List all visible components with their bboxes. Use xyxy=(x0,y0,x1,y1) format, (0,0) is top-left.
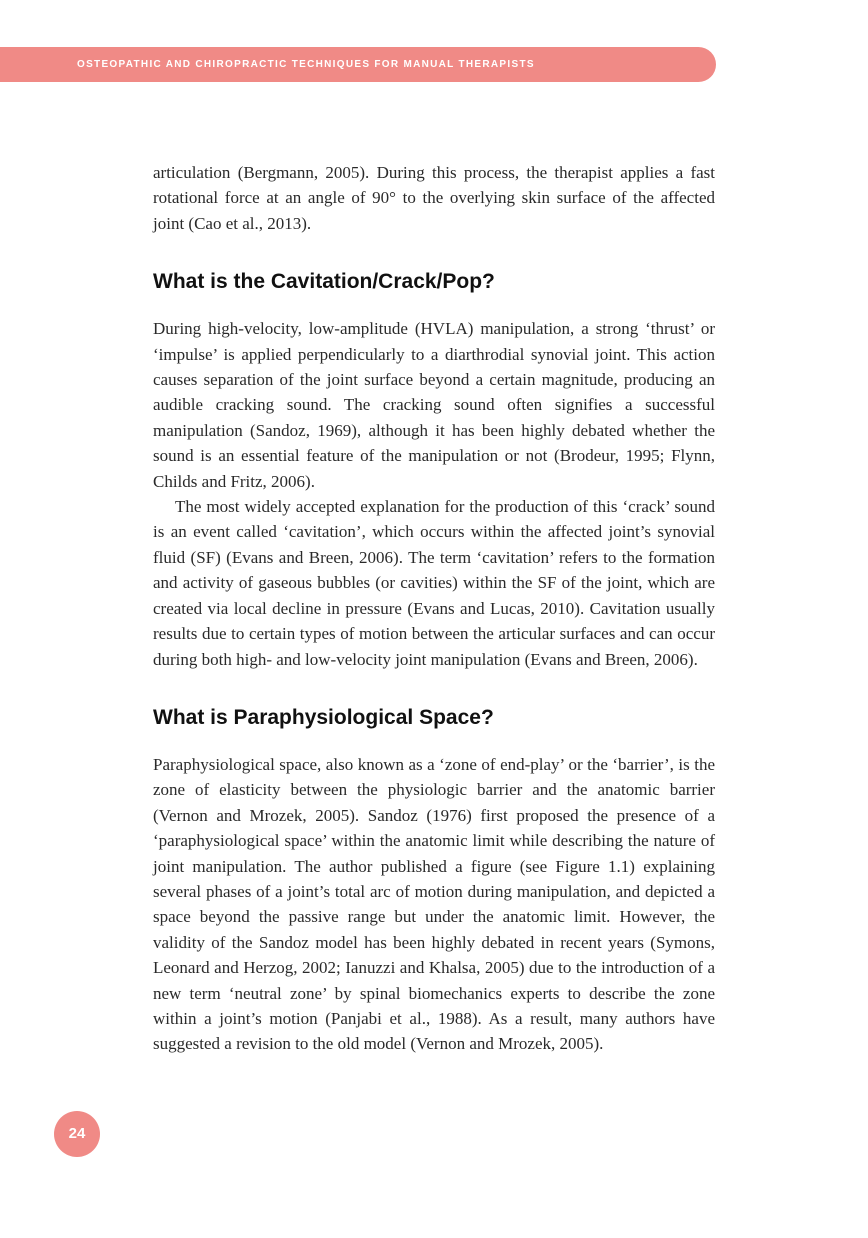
cavitation-paragraph-2: The most widely accepted explanation for the production of this ‘crack’ sound is an event called ‘cavitation’, which occurs within the affected joint’s synovial fluid (SF) (Evans and Breen, 2006). The term ‘cavitation’ refers to the formation and activity of gaseous bubbles (or cavities) within the SF of the joint, which are created via local decline in pressure (Evans and Lucas, 2010). Cavitation usually results due to certain types of motion between the articular surfaces and can occur during both high- and low-velocity joint manipulation (Evans and Breen, 2006). xyxy=(153,497,715,669)
intro-paragraph: articulation (Bergmann, 2005). During this process, the therapist applies a fast rotational force at an angle of 90° to the overlying skin surface of the affected joint (Cao et al., 2013). xyxy=(153,163,715,233)
paraphysiological-paragraph: Paraphysiological space, also known as a ‘zone of end-play’ or the ‘barrier’, is the zone of elasticity between the physiologic barrier and the anatomic barrier (Vernon and Mrozek, 2005). Sandoz (1976) first proposed the presence of a ‘paraphysiological space’ within the anatomic limit while describing the nature of joint manipulation. The author published a figure (see Figure 1.1) explaining several phases of a joint’s total arc of motion during manipulation, and depicted a space beyond the passive range but under the anatomic limit. However, the validity of the Sandoz model has been highly debated in recent years (Symons, Leonard and Herzog, 2002; Ianuzzi and Khalsa, 2005) due to the introduction of a new term ‘neutral zone’ by spinal biomechanics experts to describe the zone within a joint’s motion (Panjabi et al., 1988). As a result, many authors have suggested a revision to the old model (Vernon and Mrozek, 2005). xyxy=(153,754,715,1054)
section-heading-cavitation: What is the Cavitation/Crack/Pop? xyxy=(153,270,495,294)
section-heading-paraphysiological: What is Paraphysiological Space? xyxy=(153,705,494,729)
running-title: OSTEOPATHIC AND CHIROPRACTIC TECHNIQUES FOR MANUAL THERAPISTS xyxy=(77,59,535,70)
page-content xyxy=(153,160,715,1057)
running-header-bar xyxy=(0,47,716,82)
cavitation-paragraph-1: During high-velocity, low-amplitude (HVLA) manipulation, a strong ‘thrust’ or ‘impulse’ is applied perpendicularly to a diarthrodial synovial joint. This action causes separation of the joint surface beyond a certain magnitude, producing an audible cracking sound. The cracking sound often signifies a successful manipulation (Sandoz, 1969), although it has been highly debated whether the sound is an essential feature of the manipulation or not (Brodeur, 1995; Flynn, Childs and Fritz, 2006). xyxy=(153,319,715,491)
page-number-badge: 24 xyxy=(54,1111,100,1157)
